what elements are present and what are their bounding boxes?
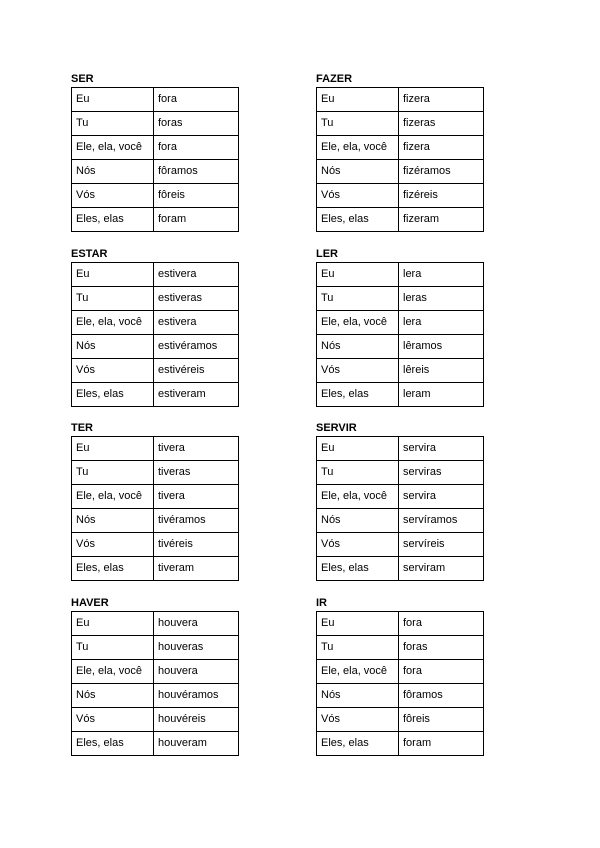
verb-title: ESTAR: [71, 248, 108, 260]
verb-form-cell: lêreis: [399, 359, 484, 383]
table-row: [317, 263, 484, 287]
verb-title: LER: [316, 248, 338, 260]
pronoun-cell: Ele, ela, você: [72, 136, 154, 160]
pronoun-cell: Tu: [317, 112, 399, 136]
verb-form-cell: fora: [399, 660, 484, 684]
conjugation-table: [71, 611, 239, 756]
table-row: [72, 461, 239, 485]
table-row: [72, 636, 239, 660]
verb-table-haver: [71, 596, 237, 756]
verb-form-cell: lera: [399, 311, 484, 335]
conjugation-table: [71, 436, 239, 581]
verb-form-cell: fizéreis: [399, 184, 484, 208]
table-row: [72, 311, 239, 335]
table-row: [317, 533, 484, 557]
verb-title: FAZER: [316, 73, 353, 85]
verb-table-servir: [316, 421, 482, 581]
pronoun-cell: Ele, ela, você: [317, 660, 399, 684]
pronoun-cell: Ele, ela, você: [72, 660, 154, 684]
pronoun-cell: Nós: [72, 160, 154, 184]
pronoun-cell: Tu: [317, 461, 399, 485]
table-row: [317, 509, 484, 533]
verb-form-cell: servíramos: [399, 509, 484, 533]
pronoun-cell: Nós: [72, 335, 154, 359]
verb-form-cell: houveras: [154, 636, 239, 660]
table-row: [72, 287, 239, 311]
verb-form-cell: fizera: [399, 136, 484, 160]
table-row: [317, 684, 484, 708]
verb-form-cell: serviras: [399, 461, 484, 485]
verb-form-cell: fôreis: [154, 184, 239, 208]
verb-title: HAVER: [71, 597, 109, 609]
verb-table-ser: [71, 72, 237, 232]
table-row: [317, 311, 484, 335]
verb-form-cell: fôreis: [399, 708, 484, 732]
pronoun-cell: Eles, elas: [72, 383, 154, 407]
pronoun-cell: Eu: [317, 263, 399, 287]
verb-form-cell: tivera: [154, 437, 239, 461]
table-row: [72, 533, 239, 557]
table-row: [317, 437, 484, 461]
verb-table-ir: [316, 596, 482, 756]
table-row: [317, 359, 484, 383]
pronoun-cell: Eles, elas: [72, 732, 154, 756]
pronoun-cell: Nós: [317, 509, 399, 533]
pronoun-cell: Eu: [72, 437, 154, 461]
verb-form-cell: tivéramos: [154, 509, 239, 533]
verb-form-cell: servíreis: [399, 533, 484, 557]
table-row: [317, 557, 484, 581]
pronoun-cell: Vós: [317, 359, 399, 383]
table-row: [317, 732, 484, 756]
pronoun-cell: Eles, elas: [72, 208, 154, 232]
pronoun-cell: Eles, elas: [317, 732, 399, 756]
verb-form-cell: tivera: [154, 485, 239, 509]
verb-form-cell: serviram: [399, 557, 484, 581]
pronoun-cell: Nós: [317, 684, 399, 708]
conjugation-table: [316, 87, 484, 232]
verb-form-cell: estiveras: [154, 287, 239, 311]
verb-form-cell: tiveram: [154, 557, 239, 581]
verb-form-cell: fizeras: [399, 112, 484, 136]
pronoun-cell: Eu: [317, 437, 399, 461]
table-row: [317, 461, 484, 485]
table-row: [317, 636, 484, 660]
pronoun-cell: Eu: [72, 263, 154, 287]
verb-form-cell: leras: [399, 287, 484, 311]
verb-form-cell: houvera: [154, 660, 239, 684]
pronoun-cell: Nós: [72, 684, 154, 708]
conjugation-table: [316, 436, 484, 581]
table-row: [317, 136, 484, 160]
table-row: [72, 557, 239, 581]
conjugation-table: [71, 262, 239, 407]
pronoun-cell: Eu: [317, 612, 399, 636]
table-row: [317, 612, 484, 636]
pronoun-cell: Eles, elas: [317, 383, 399, 407]
verb-form-cell: fizeram: [399, 208, 484, 232]
verb-form-cell: estivera: [154, 263, 239, 287]
table-row: [72, 160, 239, 184]
table-row: [317, 335, 484, 359]
verb-form-cell: servira: [399, 437, 484, 461]
table-row: [72, 359, 239, 383]
verb-form-cell: estivera: [154, 311, 239, 335]
pronoun-cell: Ele, ela, você: [72, 485, 154, 509]
table-row: [317, 208, 484, 232]
pronoun-cell: Tu: [72, 112, 154, 136]
pronoun-cell: Eu: [317, 88, 399, 112]
verb-form-cell: fora: [154, 136, 239, 160]
table-row: [317, 287, 484, 311]
table-row: [72, 335, 239, 359]
verb-form-cell: estivéreis: [154, 359, 239, 383]
table-row: [317, 112, 484, 136]
conjugation-table: [71, 87, 239, 232]
verb-form-cell: foras: [154, 112, 239, 136]
pronoun-cell: Vós: [317, 533, 399, 557]
verb-form-cell: lêramos: [399, 335, 484, 359]
verb-form-cell: estivéramos: [154, 335, 239, 359]
table-row: [72, 208, 239, 232]
verb-form-cell: fôramos: [154, 160, 239, 184]
table-row: [72, 88, 239, 112]
pronoun-cell: Eu: [72, 612, 154, 636]
table-row: [72, 263, 239, 287]
pronoun-cell: Eles, elas: [317, 208, 399, 232]
verb-form-cell: leram: [399, 383, 484, 407]
table-row: [72, 184, 239, 208]
verb-form-cell: fora: [154, 88, 239, 112]
pronoun-cell: Tu: [72, 461, 154, 485]
table-row: [72, 684, 239, 708]
table-row: [72, 732, 239, 756]
table-row: [72, 383, 239, 407]
pronoun-cell: Tu: [317, 636, 399, 660]
table-row: [317, 485, 484, 509]
verb-title: IR: [316, 597, 327, 609]
verb-form-cell: servira: [399, 485, 484, 509]
verb-title: SERVIR: [316, 422, 357, 434]
table-row: [72, 112, 239, 136]
conjugation-table: [316, 611, 484, 756]
pronoun-cell: Nós: [317, 160, 399, 184]
table-row: [317, 160, 484, 184]
pronoun-cell: Nós: [317, 335, 399, 359]
verb-form-cell: fora: [399, 612, 484, 636]
table-row: [317, 184, 484, 208]
verb-table-fazer: [316, 72, 482, 232]
pronoun-cell: Ele, ela, você: [317, 311, 399, 335]
pronoun-cell: Eles, elas: [317, 557, 399, 581]
table-row: [317, 383, 484, 407]
table-row: [72, 509, 239, 533]
table-row: [72, 612, 239, 636]
pronoun-cell: Tu: [317, 287, 399, 311]
verb-form-cell: tivéreis: [154, 533, 239, 557]
verb-form-cell: houveram: [154, 732, 239, 756]
table-row: [72, 708, 239, 732]
pronoun-cell: Vós: [317, 184, 399, 208]
table-row: [317, 708, 484, 732]
verb-form-cell: tiveras: [154, 461, 239, 485]
verb-title: TER: [71, 422, 93, 434]
pronoun-cell: Ele, ela, você: [317, 485, 399, 509]
pronoun-cell: Vós: [72, 184, 154, 208]
verb-table-ter: [71, 421, 237, 581]
verb-form-cell: foram: [399, 732, 484, 756]
pronoun-cell: Vós: [72, 708, 154, 732]
verb-form-cell: estiveram: [154, 383, 239, 407]
verb-title: SER: [71, 73, 94, 85]
table-row: [72, 136, 239, 160]
pronoun-cell: Vós: [72, 533, 154, 557]
verb-table-ler: [316, 247, 482, 407]
table-row: [317, 88, 484, 112]
verb-form-cell: houvera: [154, 612, 239, 636]
pronoun-cell: Nós: [72, 509, 154, 533]
verb-form-cell: fôramos: [399, 684, 484, 708]
verb-form-cell: foram: [154, 208, 239, 232]
pronoun-cell: Ele, ela, você: [317, 136, 399, 160]
pronoun-cell: Tu: [72, 636, 154, 660]
table-row: [72, 660, 239, 684]
verb-form-cell: fizéramos: [399, 160, 484, 184]
verb-form-cell: fizera: [399, 88, 484, 112]
verb-form-cell: houvéramos: [154, 684, 239, 708]
pronoun-cell: Tu: [72, 287, 154, 311]
table-row: [317, 660, 484, 684]
pronoun-cell: Ele, ela, você: [72, 311, 154, 335]
verb-form-cell: lera: [399, 263, 484, 287]
verb-form-cell: foras: [399, 636, 484, 660]
pronoun-cell: Eles, elas: [72, 557, 154, 581]
pronoun-cell: Vós: [317, 708, 399, 732]
table-row: [72, 437, 239, 461]
pronoun-cell: Eu: [72, 88, 154, 112]
verb-form-cell: houvéreis: [154, 708, 239, 732]
table-row: [72, 485, 239, 509]
conjugation-table: [316, 262, 484, 407]
pronoun-cell: Vós: [72, 359, 154, 383]
verb-table-estar: [71, 247, 237, 407]
